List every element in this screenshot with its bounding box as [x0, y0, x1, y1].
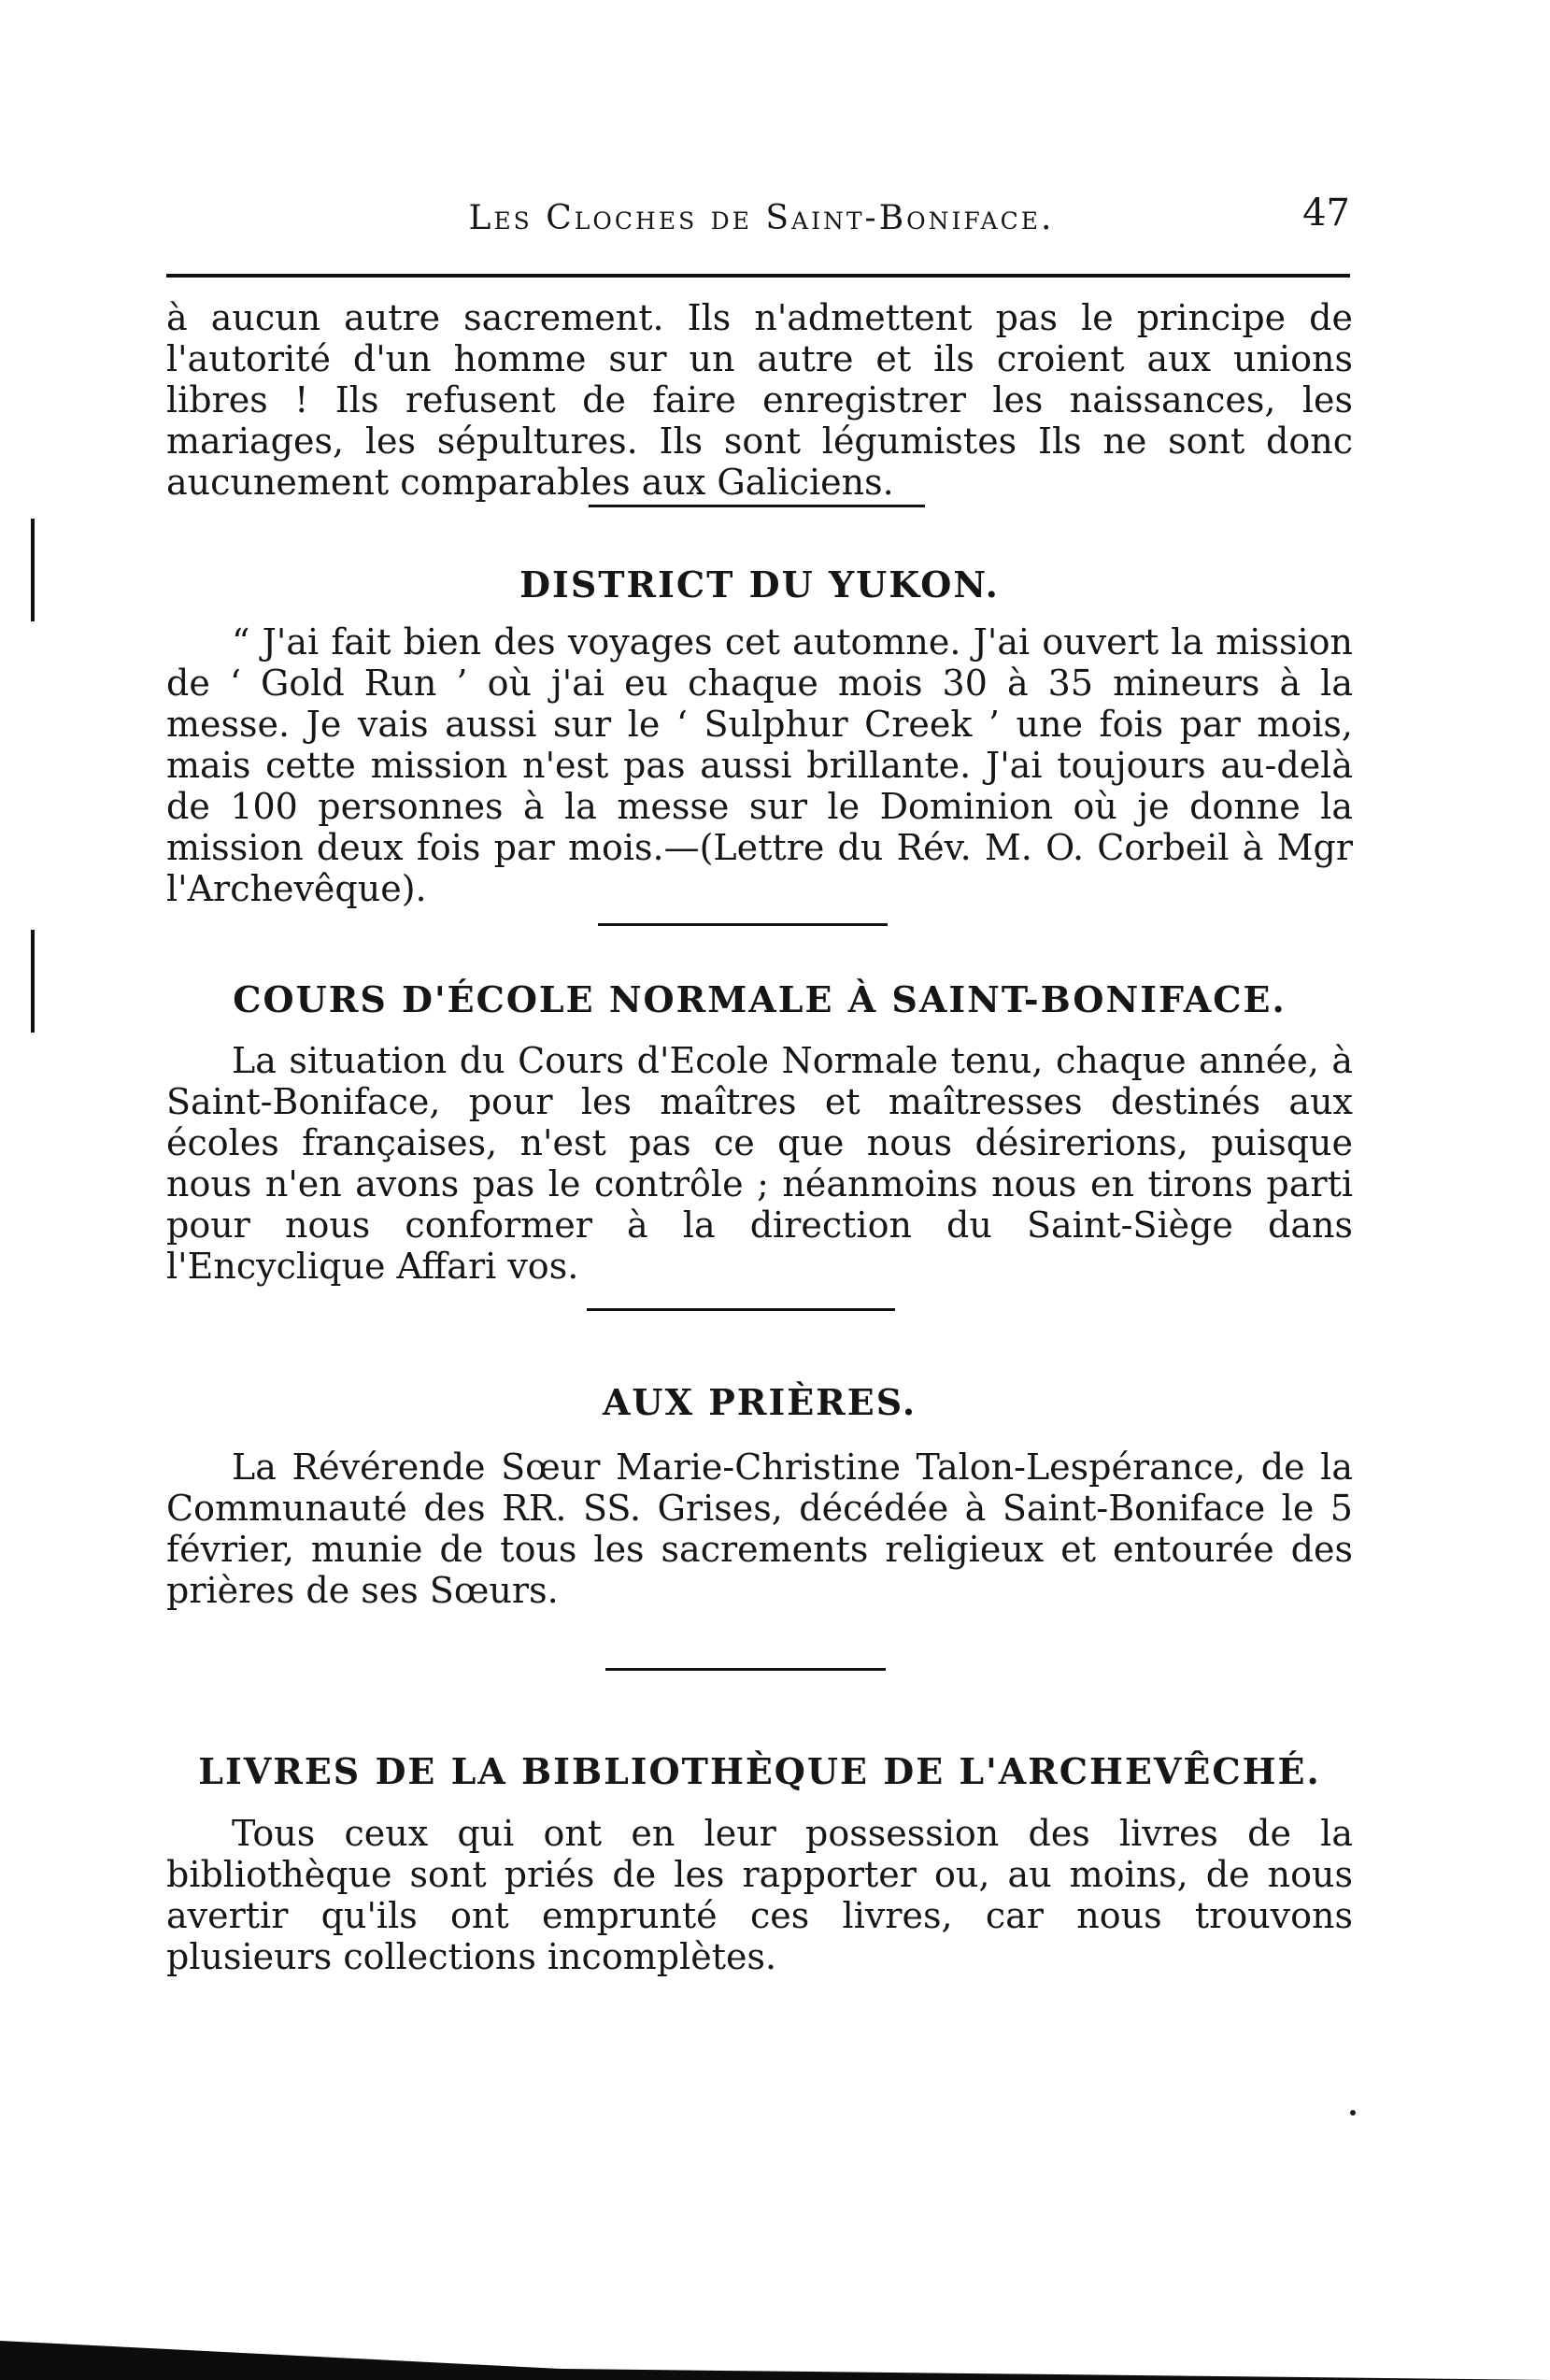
running-title: Les Cloches de Saint-Boniface.	[468, 199, 1055, 237]
intro-paragraph: à aucun autre sacrement. Ils n'admettent pas le principe de l'autorité d'un homme sur un autre et ils croient aux unions libres ! Ils refusent de faire enregistrer les naissances, les mariages, les sépultures. Ils sont légumistes Ils ne sont donc aucunement comparables aux Galiciens.	[166, 297, 1353, 503]
section-divider	[587, 1308, 895, 1311]
scan-bottom-edge	[0, 2324, 1550, 2380]
section-heading-bibliotheque: LIVRES DE LA BIBLIOTHÈQUE DE L'ARCHEVÊCHÉ.	[198, 1750, 1321, 1792]
section-body-bibliotheque: Tous ceux qui ont en leur possession des livres de la bibliothèque sont priés de les rapporter ou, au moins, de nous avertir qu'ils ont emprunté ces livres, car nous trouvons plusieurs collections incomplètes.	[166, 1813, 1353, 1977]
section-heading-prieres: AUX PRIÈRES.	[602, 1381, 917, 1423]
running-head	[173, 192, 1350, 248]
section-divider	[598, 923, 888, 926]
section-divider	[589, 505, 925, 507]
section-heading-ecole-normale: COURS D'ÉCOLE NORMALE À SAINT-BONIFACE.	[233, 978, 1287, 1020]
section-body-yukon: “ J'ai fait bien des voyages cet automne. J'ai ouvert la mission de ‘ Gold Run ’ où j'ai eu chaque mois 30 à 35 mineurs à la messe. Je vais aussi sur le ‘ Sulphur Creek ’ une fois par mois, mais cette mission n'est pas aussi brillante. J'ai toujours au-delà de 100 personnes à la messe sur le Dominion où je donne la mission deux fois par mois.—(Lettre du Rév. M. O. Corbeil à Mgr l'Archevêque).	[166, 621, 1353, 909]
header-rule	[166, 274, 1350, 278]
scan-speck	[1350, 2110, 1356, 2116]
margin-scan-mark	[31, 519, 35, 621]
margin-scan-mark	[31, 930, 35, 1033]
section-body-ecole-normale: La situation du Cours d'Ecole Normale tenu, chaque année, à Saint-Boniface, pour les maîtres et maîtresses destinés aux écoles françaises, n'est pas ce que nous désirerions, puisque nous n'en avons pas le contrôle ; néanmoins nous en tirons parti pour nous conformer à la direction du Saint-Siège dans l'Encyclique Affari vos.	[166, 1040, 1353, 1287]
section-body-prieres: La Révérende Sœur Marie-Christine Talon-Lespérance, de la Communauté des RR. SS. Grises, décédée à Saint-Boniface le 5 février, munie de tous les sacrements religieux et entourée des prières de ses Sœurs.	[166, 1447, 1353, 1611]
page-number: 47	[1302, 192, 1350, 235]
section-heading-yukon: DISTRICT DU YUKON.	[519, 563, 1000, 606]
section-divider	[605, 1668, 886, 1671]
